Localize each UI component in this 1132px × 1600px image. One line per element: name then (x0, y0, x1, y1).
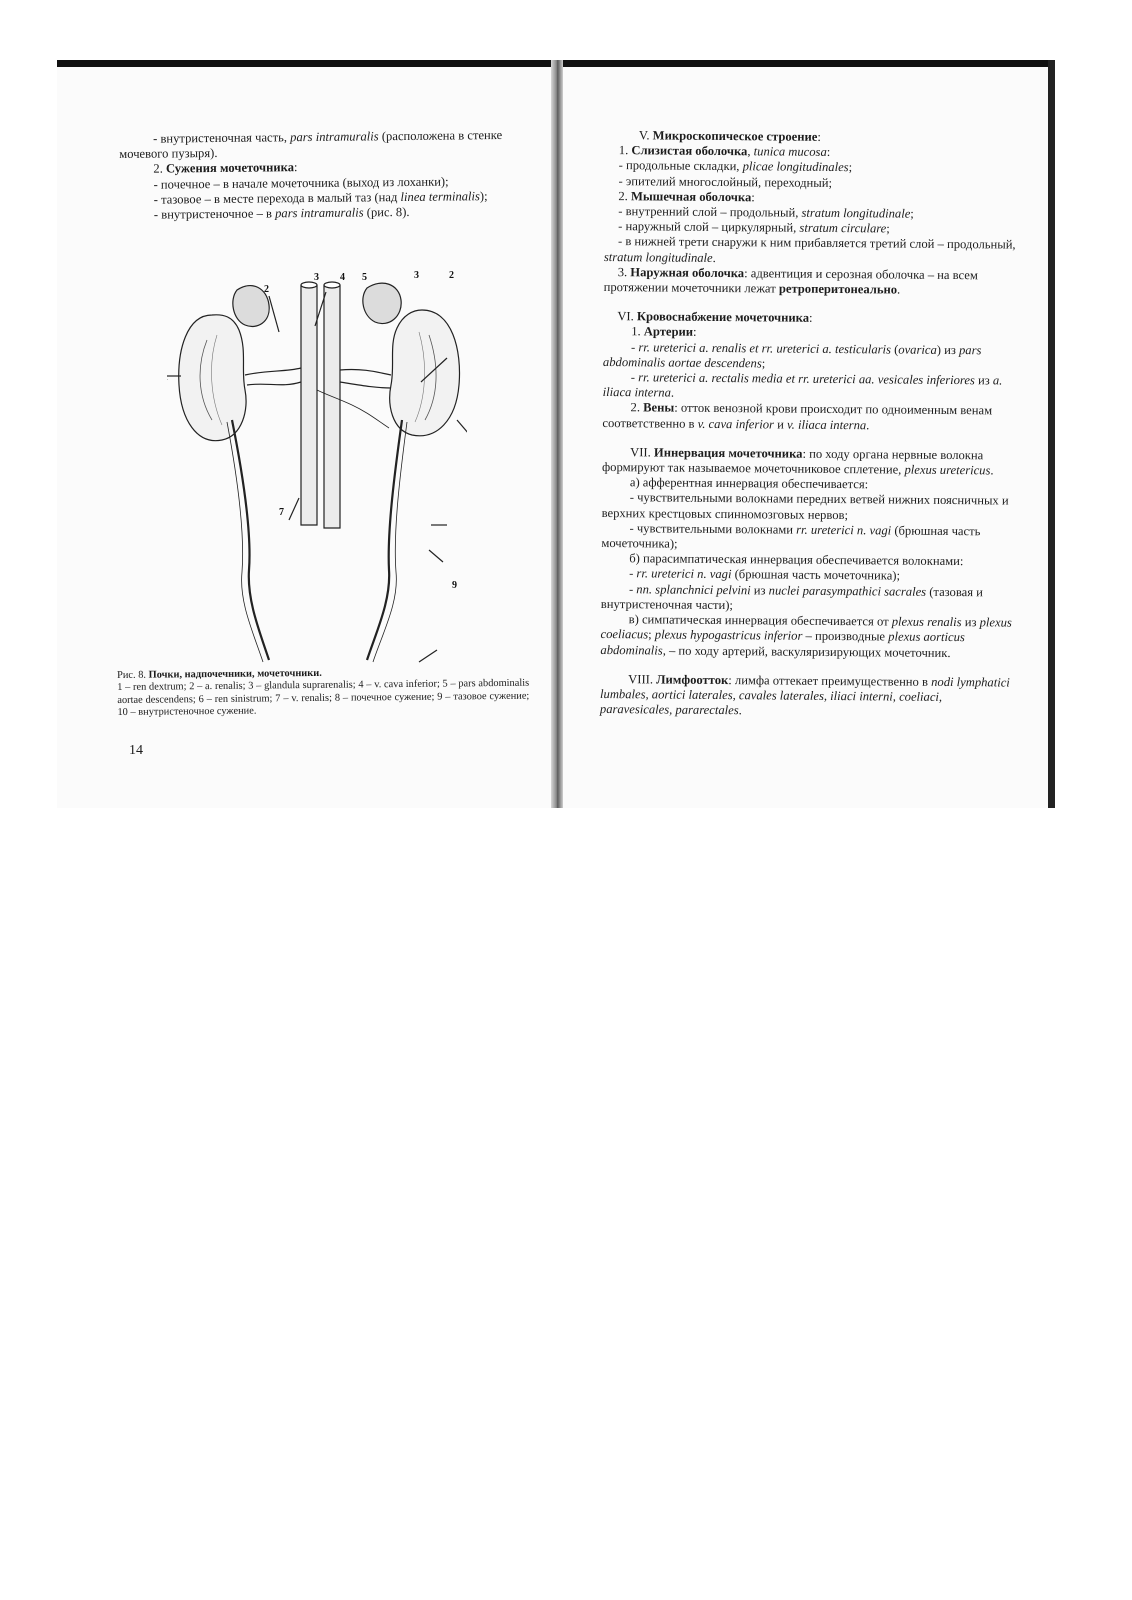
text-run: (рис. 8). (363, 204, 410, 220)
figure-label: 2 (264, 284, 269, 295)
text-run: (брюшная часть мочеточника); (731, 567, 901, 584)
text-run: Мышечная оболочка (630, 189, 752, 205)
text-run: 2. (153, 161, 167, 177)
text-run: ; (886, 221, 890, 236)
text-run: Микроскопическое строение (652, 128, 818, 144)
text-run: stratum longitudinale (801, 205, 911, 221)
text-run: б) парасимпатическая иннервация обеспечивается волокнами: (629, 551, 964, 569)
book-spine (551, 60, 563, 808)
text-run: - (628, 581, 637, 596)
text-run: (брюшная часть (891, 523, 981, 539)
text-run: из (961, 615, 980, 630)
text-run: plexus hypogastricus inferior (654, 627, 803, 644)
text-run: : (808, 311, 813, 326)
text-run: - почечное – в начале мочеточника (выход из лоханки); (153, 174, 449, 192)
figure-label (167, 372, 168, 383)
text-run: Наружная оболочка (630, 265, 745, 281)
text-run: из (974, 373, 993, 388)
text-run: abdominalis (600, 642, 663, 658)
text-run: ; (848, 160, 853, 175)
left-page-text (119, 128, 526, 223)
text-run: rr. ureterici n. vagi (636, 566, 732, 582)
text-run: lumbales, aortici laterales, cavales laterales, iliaci interni, coeliaci, (600, 686, 943, 704)
right-page-text (599, 128, 1016, 721)
text-run: Слизистая оболочка (631, 143, 748, 159)
text-run: мочеточника); (601, 536, 678, 551)
scan-right-edge (1048, 60, 1055, 808)
text-run: V. (638, 128, 653, 143)
text-run: внутристеночная части); (600, 596, 734, 613)
text-run: a. (992, 373, 1003, 388)
text-run: pars intramuralis (275, 205, 364, 221)
text-run: - чувствительными волокнами (629, 521, 797, 537)
text-run: . (738, 703, 742, 718)
text-run: ); (479, 188, 488, 204)
text-run: ( (890, 342, 899, 357)
text-run: соответственно в (602, 415, 698, 431)
text-run: - (631, 339, 639, 354)
text-run: 2. (630, 400, 644, 415)
text-run: - чувствительными волокнами передних ветвей нижних поясничных и (629, 490, 1009, 509)
text-run: VI. (617, 309, 638, 324)
text-run: : (692, 325, 697, 340)
text-run: : лимфа оттекает преимущественно в (728, 672, 932, 689)
text-run: а) афферентная иннервация обеспечивается: (629, 475, 869, 492)
book-spread (57, 60, 1055, 808)
figure-label: 3 (314, 272, 319, 283)
text-run: rr. ureterici n. vagi (796, 522, 892, 538)
text-run: : по ходу органа нервные волокна (802, 446, 984, 463)
text-run: plicae longitudinales (742, 159, 849, 175)
text-run: iliaca interna (602, 385, 671, 400)
kidney-ureter-figure (167, 270, 467, 665)
text-run: Лимфоотток (656, 672, 729, 687)
text-run: : (293, 160, 298, 175)
left-page (57, 60, 551, 808)
text-run: abdominalis aortae descendens (602, 354, 762, 371)
text-run: : отток венозной крови происходит по одноименным венам (674, 401, 993, 418)
right-page (563, 60, 1048, 808)
text-run: nodi lymphatici (931, 674, 1010, 690)
text-run: (расположена в стенке (378, 127, 503, 144)
text-run: linea terminalis (400, 189, 480, 204)
text-run: . (897, 282, 901, 297)
text-run: ; (648, 627, 655, 642)
text-run: ovarica (898, 342, 937, 357)
text-run: Сужения мочеточника (165, 160, 295, 176)
text-run: pars (958, 342, 982, 357)
text-run: 1. (631, 324, 644, 339)
text-run: ; (761, 356, 766, 371)
text-run: ; (910, 206, 914, 221)
figure-label: 2 (449, 270, 454, 281)
text-line (120, 204, 526, 223)
text-run: plexus (979, 615, 1012, 630)
text-run: : (826, 145, 831, 160)
text-run: v. iliaca interna (786, 417, 867, 432)
text-run: - продольные складки, (618, 158, 743, 174)
text-line (600, 702, 1005, 721)
page-number-left: 14 (129, 743, 143, 758)
text-run: ретроперитонеально (778, 281, 898, 297)
figure-label: 7 (279, 507, 284, 518)
text-run: верхних крестцовых спинномозговых нервов; (601, 505, 849, 522)
text-run: . (712, 250, 716, 265)
text-run: v. cava inferior (697, 416, 775, 432)
text-run: , (747, 144, 754, 159)
text-run: из (750, 582, 769, 598)
figure-label: 9 (452, 580, 457, 591)
text-run: и (773, 417, 788, 432)
text-run: Артерии (643, 324, 694, 340)
text-run: - эпителий многослойный, переходный; (618, 173, 833, 190)
text-run: VII. (630, 445, 655, 460)
text-run: . (990, 463, 994, 478)
text-run: Вены (643, 400, 675, 416)
text-run: (тазовая и (926, 584, 984, 600)
text-run: rr. ureterici a. rectalis media et rr. ureterici aa. vesicales inferiores (638, 370, 975, 388)
text-run: tunica mucosa (753, 144, 827, 160)
text-run: rr. ureterici a. renalis et rr. ureterici a. testicularis (638, 339, 892, 357)
text-run: plexus uretericus (904, 462, 991, 478)
text-run: plexus renalis (891, 614, 962, 630)
text-run: coeliacus (600, 627, 649, 642)
text-run: - тазовое – в месте перехода в малый таз (над (153, 189, 401, 207)
text-run: paravesicales, pararectales (599, 702, 739, 718)
text-run: - внутристеночное – в (153, 206, 276, 222)
text-run: 3. (617, 264, 631, 280)
figure-label: 3 (414, 270, 419, 281)
text-run: , – по ходу артерий, васкуляризирующих мочеточник. (662, 643, 951, 660)
text-run: мочевого пузыря). (119, 146, 218, 162)
text-run: Кровоснабжение мочеточника (636, 309, 810, 326)
text-run: stratum longitudinale (603, 249, 713, 265)
text-run: 2. (618, 188, 632, 204)
figure-label: 5 (362, 272, 367, 283)
text-run: в) симпатическая иннервация обеспечивается от (628, 612, 892, 629)
text-run: протяжении мочеточники лежат (603, 280, 779, 296)
text-run: ) из (936, 342, 960, 357)
text-run: stratum circulare (799, 220, 887, 236)
text-run: 1. (618, 143, 632, 158)
text-run: . (866, 417, 870, 432)
text-run: pars intramuralis (290, 129, 379, 145)
text-run: VIII. (628, 671, 657, 687)
text-run: . (670, 385, 675, 400)
text-run: : адвентиция и серозная оболочка – на всем (744, 266, 978, 283)
figure-label: 4 (340, 272, 345, 283)
figure-caption: Рис. 8. Почки, надпочечники, мочеточники. 1 – ren dextrum; 2 – a. renalis; 3 – glandula suprarenalis; 4 – v. cava inferior; 5 – pars abdominalis aortae descendens; 6 – ren sinistrum; 7 – v. renalis; 8 – почечное сужение; 9 – тазовое сужение; 10 – внутристеночное сужение. (117, 667, 530, 719)
text-run: - (630, 370, 639, 385)
text-run: nuclei parasympathici sacrales (768, 583, 927, 599)
text-run: - наружный слой – циркулярный, (618, 219, 800, 235)
text-run: : (817, 129, 821, 144)
text-run: Иннервация мочеточника (653, 445, 803, 461)
text-run: : (751, 190, 755, 205)
text-run: – производные (802, 629, 889, 644)
text-run: - внутристеночная часть, (152, 130, 291, 146)
text-run: nn. splanchnici pelvini (636, 581, 751, 597)
text-run: - (629, 566, 637, 581)
text-run: формируют так называемое мочеточниковое сплетение, (601, 460, 905, 477)
text-run: - внутренний слой – продольный, (618, 204, 802, 220)
text-run: - в нижней трети снаружи к ним прибавляется третий слой – продольный, (617, 234, 1016, 253)
text-run: plexus aorticus (888, 629, 965, 645)
